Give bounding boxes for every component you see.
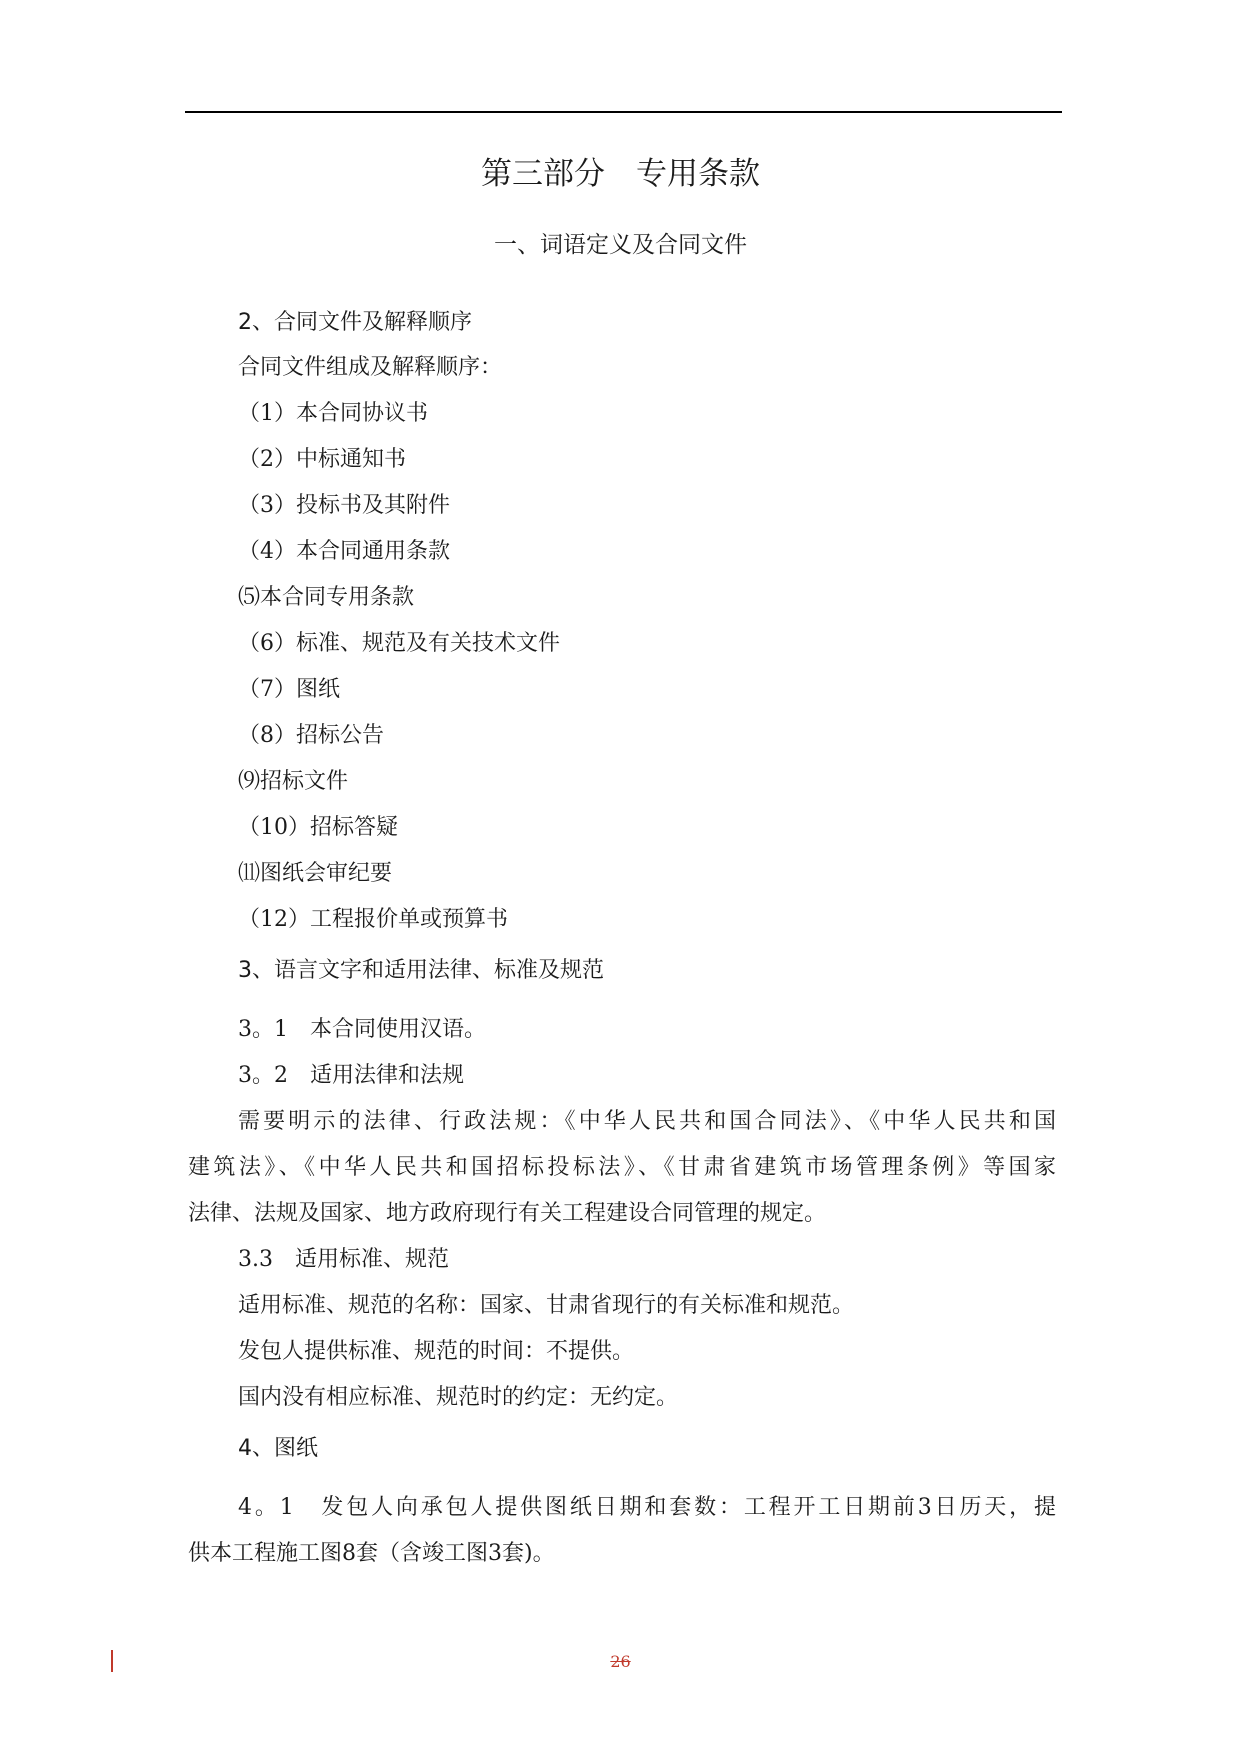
standards-absent-agreement: 国内没有相应标准、规范时的约定：无约定。 xyxy=(238,1385,679,1410)
header-rule xyxy=(185,111,1062,113)
standards-name: 适用标准、规范的名称：国家、甘肃省现行的有关标准和规范。 xyxy=(238,1293,855,1318)
laws-paragraph-line: 需要明示的法律、行政法规：《中华人民共和国合同法》、《中华人民共和国 xyxy=(238,1109,1056,1134)
standards-provision-time: 发包人提供标准、规范的时间：不提供。 xyxy=(238,1339,635,1364)
clause-3-1: 3。1 本合同使用汉语。 xyxy=(238,1017,486,1042)
clause-4-1-line: 4。1 发包人向承包人提供图纸日期和套数：工程开工日期前3日历天，提 xyxy=(238,1495,1056,1520)
clause-3-3: 3.3 适用标准、规范 xyxy=(238,1247,449,1272)
list-item: （12）工程报价单或预算书 xyxy=(238,907,508,932)
section-title: 一、词语定义及合同文件 xyxy=(494,232,747,258)
list-item: ⑼招标文件 xyxy=(238,769,349,794)
clause-4-1-line: 供本工程施工图8套（含竣工图3套)。 xyxy=(188,1541,555,1566)
list-item: ⑾图纸会审纪要 xyxy=(238,861,393,886)
page-number: 26 xyxy=(610,1652,631,1671)
list-item: （4）本合同通用条款 xyxy=(238,539,450,564)
clause-3-heading: 3、语言文字和适用法律、标准及规范 xyxy=(238,958,604,983)
clause-2-intro: 合同文件组成及解释顺序： xyxy=(238,355,503,380)
clause-2-heading: 2、合同文件及解释顺序 xyxy=(238,310,472,335)
list-item: ⑸本合同专用条款 xyxy=(238,585,415,610)
laws-paragraph-line: 建筑法》、《中华人民共和国招标投标法》、《甘肃省建筑市场管理条例》等国家 xyxy=(188,1155,1056,1180)
list-item: （8）招标公告 xyxy=(238,723,384,748)
list-item: （6）标准、规范及有关技术文件 xyxy=(238,631,560,656)
list-item: （3）投标书及其附件 xyxy=(238,493,450,518)
laws-paragraph-line: 法律、法规及国家、地方政府现行有关工程建设合同管理的规定。 xyxy=(188,1201,827,1226)
clause-4-heading: 4、图纸 xyxy=(238,1436,318,1461)
clause-3-2: 3。2 适用法律和法规 xyxy=(238,1063,464,1088)
list-item: （2）中标通知书 xyxy=(238,447,406,472)
list-item: （7）图纸 xyxy=(238,677,340,702)
list-item: （1）本合同协议书 xyxy=(238,401,428,426)
part-title: 第三部分 专用条款 xyxy=(481,156,760,192)
list-item: （10）招标答疑 xyxy=(238,815,398,840)
